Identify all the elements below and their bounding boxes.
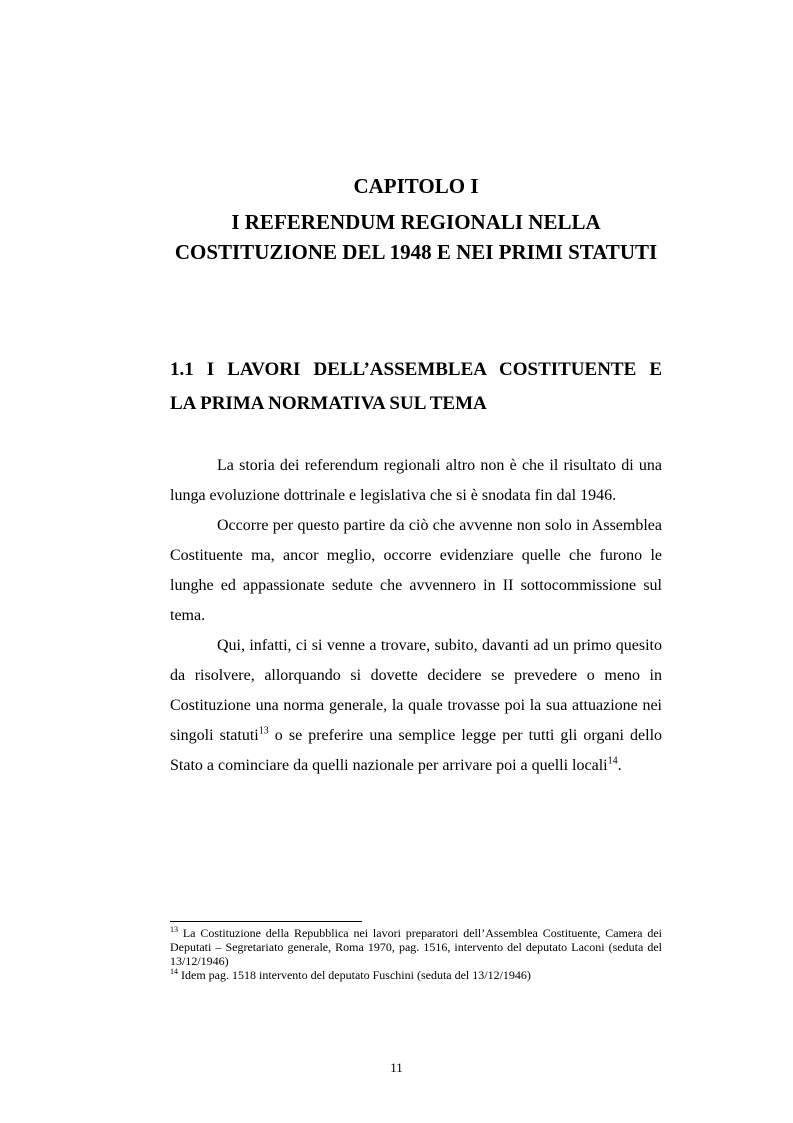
footnotes — [170, 926, 662, 982]
footnote-text: Idem pag. 1518 intervento del deputato Fuschini (seduta del 13/12/1946) — [178, 968, 531, 982]
paragraph-3-end: . — [617, 757, 622, 774]
footnote-13 — [170, 926, 662, 968]
chapter-label: CAPITOLO I — [353, 174, 479, 198]
chapter-title: I REFERENDUM REGIONALI NELLA COSTITUZIONE DEL 1948 E NEI PRIMI STATUTI — [174, 210, 658, 264]
footnote-text: La Costituzione della Repubblica nei lavori preparatori dell’Assemblea Costituente, Camera dei Deputati – Segretariato generale, Roma 1970, pag. 1516, intervento del deputato Laconi (seduta del 13/12/1946) — [170, 926, 662, 968]
chapter-header — [170, 171, 662, 267]
paragraph-3-text-a: Qui, infatti, ci si venne a trovare, subito, davanti ad un primo quesito da risolvere, allorquando si dovette decidere se prevedere o meno in Costituzione una norma generale, la quale trovasse poi la sua attuazione nei singoli statuti — [170, 637, 662, 744]
section-heading-line-1: 1.1 I LAVORI DELL’ASSEMBLEA COSTITUENTE E — [170, 359, 662, 380]
section-heading-line-2: LA PRIMA NORMATIVA SUL TEMA — [170, 393, 487, 414]
footnote-ref-13: 13 — [258, 725, 269, 737]
footnote-ref-14: 14 — [607, 755, 618, 767]
paragraph-1: La storia dei referendum regionali altro non è che il risultato di una lunga evoluzione dottrinale e legislativa che si è snodata fin dal 1946. — [170, 457, 662, 504]
page-number: 11 — [390, 1060, 403, 1075]
paragraph-3-text-b: o se preferire una semplice legge per tutti gli organi dello Stato a cominciare da quelli nazionale per arrivare poi a quelli locali — [170, 727, 663, 774]
footnote-separator — [170, 921, 362, 922]
body-text — [170, 451, 662, 781]
section-heading — [170, 353, 662, 421]
footnote-14 — [170, 968, 662, 982]
footnote-number: 13 — [170, 925, 178, 934]
paragraph-2: Occorre per questo partire da ciò che avvenne non solo in Assemblea Costituente ma, ancor meglio, occorre evidenziare quelle che furono le lunghe ed appassionate sedute che avvennero in II sottocommissione sul tema. — [170, 517, 662, 624]
paragraph-3 — [170, 631, 662, 781]
footnote-number: 14 — [170, 967, 178, 976]
